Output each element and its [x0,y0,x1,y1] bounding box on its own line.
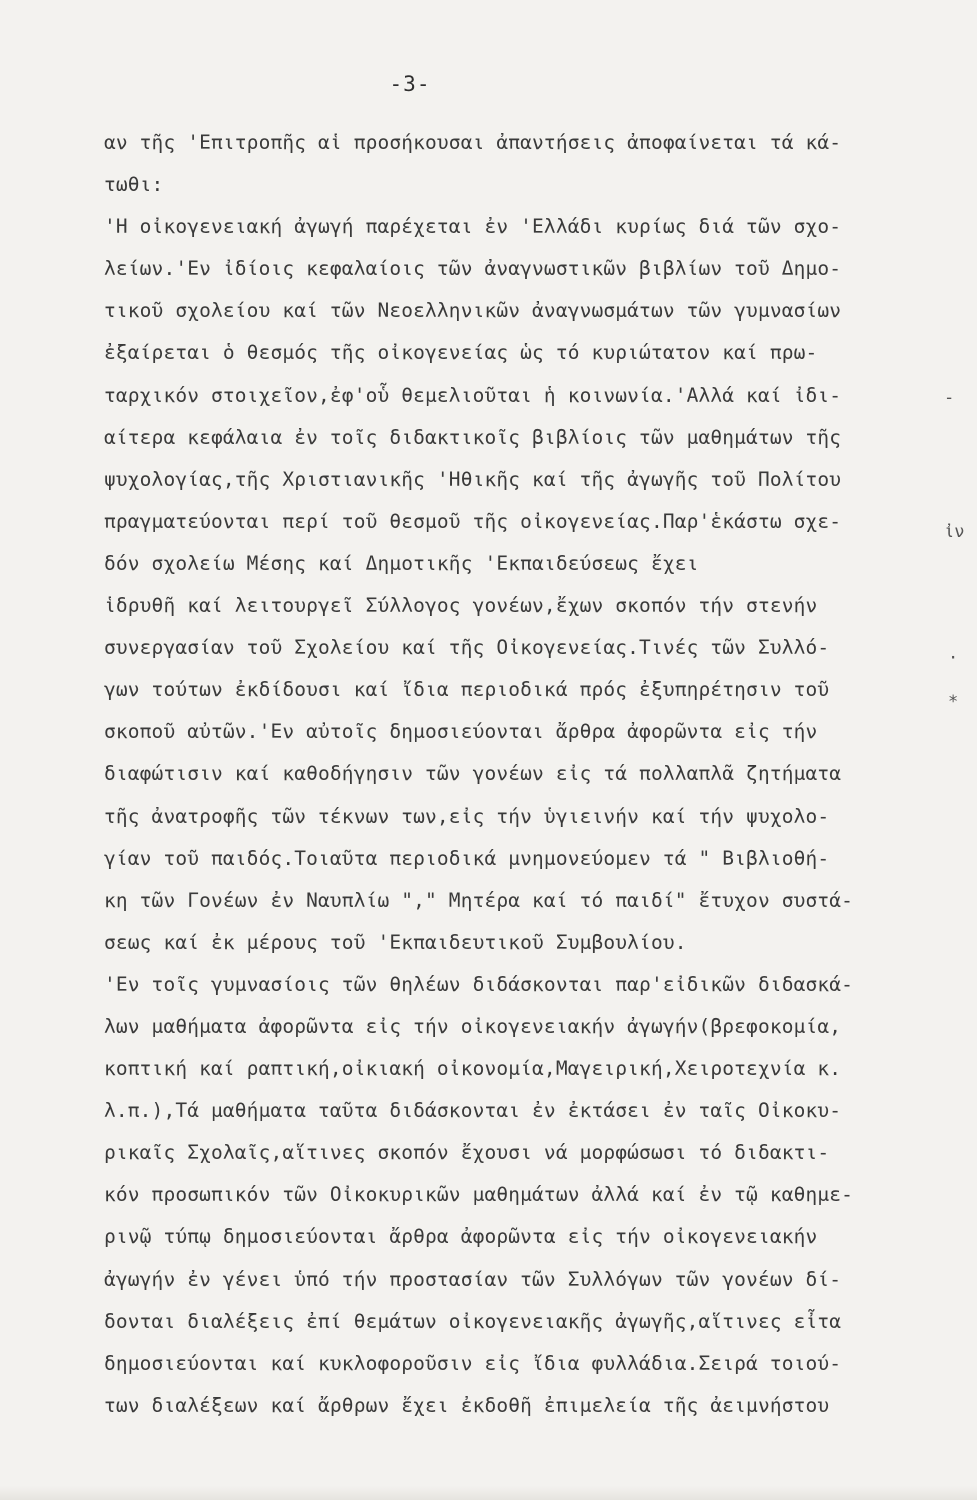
text-line: αν τῆς 'Επιτροπῆς αἱ προσήκουσαι ἀπαντήσεις ἀποφαίνεται τά κά- [104,131,842,154]
text-line: λείων.'Εν ἰδίοις κεφαλαίοις τῶν ἀναγνωστικῶν βιβλίων τοῦ Δημο- [104,257,842,281]
margin-note-star: * [948,692,959,712]
text-line: λων μαθήματα ἀφορῶντα εἰς τήν οἰκογενειακήν ἀγωγήν(βρεφοκομία, [104,1014,842,1038]
text-line: κη τῶν Γονέων ἐν Ναυπλίω "," Μητέρα καί τό παιδί" ἔτυχον συστά- [104,888,854,912]
text-line: αίτερα κεφάλαια ἐν τοῖς διδακτικοῖς βιβλίοις τῶν μαθημάτων τῆς [104,425,842,449]
text-line: πραγματεύονται περί τοῦ θεσμοῦ τῆς οἰκογενείας.Παρ'ἑκάστω σχε- [104,509,842,533]
body-text [104,128,934,1433]
text-line: ρινῷ τύπῳ δημοσιεύονται ἄρθρα ἀφορῶντα εἰς τήν οἰκογενειακήν [104,1225,818,1249]
text-line: ρικαῖς Σχολαῖς,αἵτινες σκοπόν ἔχουσι νά μορφώσωσι τό διδακτι- [104,1141,830,1165]
text-line: λ.π.),Τά μαθήματα ταῦτα διδάσκονται ἐν ἐκτάσει ἐν ταῖς Οἰκοκυ- [104,1099,842,1123]
text-line: των διαλέξεων καί ἄρθρων ἔχει ἐκδοθῆ ἐπιμελεία τῆς ἀειμνήστου [104,1393,830,1417]
text-line: τωθι: [104,173,164,197]
page-bottom-shadow [0,1486,977,1500]
text-line: ταρχικόν στοιχεῖον,ἐφ'οὗ θεμελιοῦται ἡ κοινωνία.'Αλλά καί ἰδι- [104,383,842,407]
text-line: κοπτική καί ραπτική,οἰκιακή οἰκονομία,Μαγειρική,Χειροτεχνία κ. [104,1057,842,1081]
text-line: γων τούτων ἐκδίδουσι καί ἴδια περιοδικά πρός ἐξυπηρέτησιν τοῦ [104,678,830,702]
text-line: σκοποῦ αὐτῶν.'Εν αὐτοῖς δημοσιεύονται ἄρθρα ἀφορῶντα εἰς τήν [104,720,818,744]
margin-note-in: ἰν [944,522,965,542]
text-line: ἀγωγήν ἐν γένει ὑπό τήν προστασίαν τῶν Συλλόγων τῶν γονέων δί- [104,1267,842,1291]
text-line: τικοῦ σχολείου καί τῶν Νεοελληνικῶν ἀναγνωσμάτων τῶν γυμνασίων [104,299,842,323]
text-line: γίαν τοῦ παιδός.Τοιαῦτα περιοδικά μνημονεύομεν τά " Βιβλιοθή- [104,846,830,870]
text-line: δονται διαλέξεις ἐπί θεμάτων οἰκογενειακῆς ἀγωγῆς,αἵτινες εἶτα [104,1309,842,1333]
text-line: ἱδρυθῆ καί λειτουργεῖ Σύλλογος γονέων,ἔχων σκοπόν τήν στενήν [104,594,818,618]
text-line: σεως καί ἐκ μέρους τοῦ 'Εκπαιδευτικοῦ Συμβουλίου. [104,930,687,954]
text-line: ἐξαίρεται ὁ θεσμός τῆς οἰκογενείας ὡς τό κυριώτατον καί πρω- [104,341,818,365]
margin-note-dot: · [948,648,959,668]
text-line: ψυχολογίας,τῆς Χριστιανικῆς 'Ηθικῆς καί τῆς ἀγωγῆς τοῦ Πολίτου [104,467,842,491]
text-line: κόν προσωπικόν τῶν Οἰκοκυρικῶν μαθημάτων ἀλλά καί ἐν τῷ καθημε- [104,1183,854,1207]
text-line: 'Εν τοῖς γυμνασίοις τῶν θηλέων διδάσκονται παρ'εἰδικῶν διδασκά- [104,972,854,996]
text-line: δόν σχολείω Μέσης καί Δημοτικῆς 'Εκπαιδεύσεως ἔχει [104,551,699,575]
text-line: διαφώτισιν καί καθοδήγησιν τῶν γονέων εἰς τά πολλαπλᾶ ζητήματα [104,762,842,786]
text-line: τῆς ἀνατροφῆς τῶν τέκνων των,εἰς τήν ὑγιεινήν καί τήν ψυχολο- [104,804,830,828]
text-line: δημοσιεύονται καί κυκλοφοροῦσιν εἰς ἴδια φυλλάδια.Σειρά τοιού- [104,1351,842,1375]
text-line: συνεργασίαν τοῦ Σχολείου καί τῆς Οἰκογενείας.Τινές τῶν Συλλό- [104,636,830,660]
text-line: 'Η οἰκογενειακή ἀγωγή παρέχεται ἐν 'Ελλάδι κυρίως διά τῶν σχο- [104,215,842,239]
page-number: -3- [389,72,431,96]
margin-note-dash: - [944,388,955,408]
